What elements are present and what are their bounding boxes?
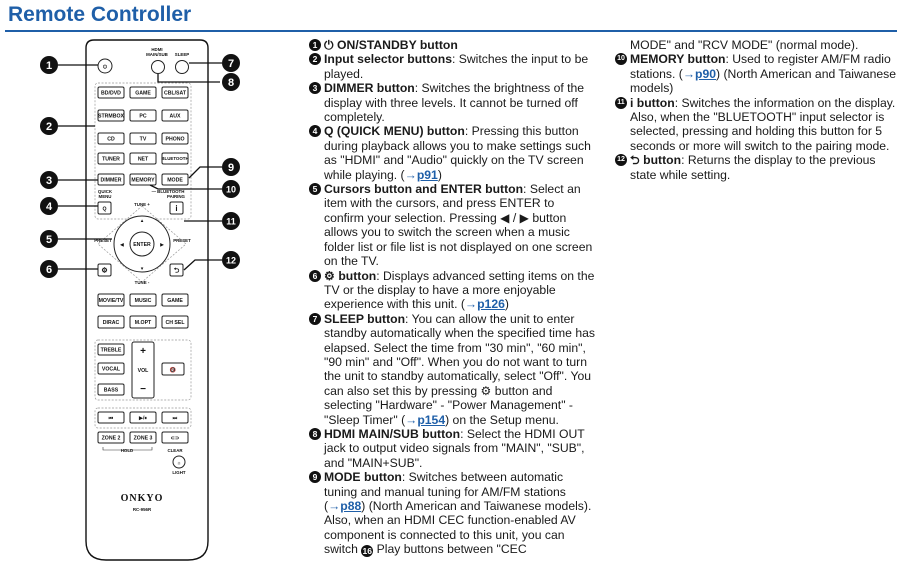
phono-button: PHONO bbox=[165, 136, 185, 143]
callout-5 bbox=[40, 230, 58, 248]
svg-text:🔇: 🔇 bbox=[169, 367, 177, 374]
input-selector-row-1 bbox=[98, 87, 188, 98]
item-cursor-enter: 5 Cursors button and ENTER button: Select an item with the cursors, and press ENTER to confirm your selection. Pressing ◀ / ▶ button allows you to switch the screen when a music folder list or file list is not displayed on one screen on the TV. bbox=[309, 182, 595, 268]
svg-text:⮌: ⮌ bbox=[173, 267, 180, 275]
sleep-button bbox=[176, 61, 189, 74]
net-button: NET bbox=[137, 156, 149, 163]
svg-text:−: − bbox=[140, 384, 146, 395]
input-selector-row-2 bbox=[98, 110, 188, 121]
svg-text:▶/⏸: ▶/⏸ bbox=[138, 415, 148, 422]
dirac-button: DIRAC bbox=[102, 320, 120, 326]
item-dimmer: 3 DIMMER button: Switches the brightness of the display with three levels. It cannot be turned off completely. bbox=[309, 81, 595, 124]
svg-text:4: 4 bbox=[45, 201, 53, 213]
svg-text:+: + bbox=[140, 346, 146, 357]
svg-text:⏻: ⏻ bbox=[102, 64, 108, 71]
model-label: RC-956R bbox=[132, 507, 152, 512]
callout-11 bbox=[222, 212, 240, 230]
info-icon: i bbox=[630, 95, 634, 110]
tune-plus-label: TUNE + bbox=[134, 202, 150, 207]
info-button: i bbox=[175, 204, 178, 213]
remote-illustration bbox=[0, 36, 300, 574]
bt-pairing-label-2: PAIRING bbox=[167, 194, 185, 199]
movie-tv-button: MOVIE/TV bbox=[98, 298, 124, 304]
ch-sel-button: CH SEL bbox=[165, 320, 185, 326]
preset-right-label: PRESET bbox=[173, 238, 191, 243]
svg-text:3: 3 bbox=[45, 175, 53, 187]
svg-text:⏭: ⏭ bbox=[172, 415, 178, 422]
page-link-p90[interactable]: →p90 bbox=[682, 66, 717, 81]
light-label: LIGHT bbox=[172, 470, 186, 475]
enter-label: ENTER bbox=[133, 242, 151, 248]
item-memory: 10 MEMORY button: Used to register AM/FM radio stations. (→p90) (North American and Taiwanese models) bbox=[615, 52, 900, 95]
strm-box-button: STRMBOX bbox=[98, 113, 124, 120]
quick-label-1: QUICK bbox=[97, 189, 113, 194]
page-link-p126[interactable]: →p126 bbox=[464, 297, 505, 312]
callout-6 bbox=[40, 260, 58, 278]
callout-12 bbox=[222, 251, 240, 269]
bluetooth-button: BLUETOOTH bbox=[161, 156, 189, 161]
callout-8 bbox=[222, 73, 240, 91]
return-icon: ⮌ bbox=[630, 153, 640, 168]
callout-10 bbox=[222, 180, 240, 198]
callout-3 bbox=[40, 171, 58, 189]
dimmer-button: DIMMER bbox=[100, 177, 122, 184]
description-column-1 bbox=[309, 38, 595, 557]
page-title: Remote Controller bbox=[8, 3, 192, 26]
power-icon: ⏻ bbox=[324, 38, 334, 52]
svg-text:⏮: ⏮ bbox=[108, 415, 114, 422]
svg-text:11: 11 bbox=[226, 216, 236, 227]
game-button: GAME bbox=[135, 90, 151, 97]
title-underline bbox=[5, 30, 897, 32]
quick-label-2: MENU bbox=[98, 194, 112, 199]
aux-button: AUX bbox=[169, 113, 181, 120]
bt-pairing-label-1: — BLUETOOTH bbox=[151, 189, 185, 194]
svg-text:▼: ▼ bbox=[139, 266, 145, 271]
pc-button: PC bbox=[139, 113, 147, 120]
callout-1 bbox=[40, 56, 58, 74]
bd-dvd-button: BD/DVD bbox=[101, 90, 121, 97]
svg-text:⊂⊃: ⊂⊃ bbox=[170, 435, 180, 442]
zone3-button: ZONE 3 bbox=[133, 435, 153, 442]
svg-text:10: 10 bbox=[225, 184, 237, 195]
tune-minus-label: TUNE - bbox=[134, 280, 150, 285]
item-sleep: 7 SLEEP button: You can allow the unit to enter standby automatically when the specified time has elapsed. Select the time from "30 min", "60 min", "90 min" and "Off". When you do not want to turn the unit to standby automatically, select "Off". You can also set this by pressing ⚙ button and selecting "Hardware" - "Power Management" - "Sleep Timer" (→p154) on the Setup menu. bbox=[309, 312, 595, 427]
input-selector-row-3 bbox=[98, 133, 188, 144]
item-mode-continued bbox=[615, 38, 900, 52]
callout-7 bbox=[222, 54, 240, 72]
page-link-p154[interactable]: →p154 bbox=[405, 412, 446, 427]
m-opt-button: M.OPT bbox=[134, 320, 152, 326]
tv-button: TV bbox=[139, 136, 147, 143]
bass-button: BASS bbox=[103, 387, 119, 394]
quick-menu-button: Q bbox=[102, 206, 107, 213]
cd-button: CD bbox=[107, 136, 115, 143]
inline-callout-16: 16 bbox=[362, 546, 372, 557]
mode-text-continued: MODE" and "RCV MODE" (normal mode). bbox=[630, 38, 859, 52]
item-quick-menu: 4 Q (QUICK MENU) button: Pressing this button during playback allows you to make settings such as "HDMI" and "Audio" quickly on the TV screen while playing. (→p91) bbox=[309, 124, 595, 182]
vol-label: VOL bbox=[137, 368, 149, 374]
svg-text:8: 8 bbox=[227, 77, 235, 89]
callout-2 bbox=[40, 117, 58, 135]
svg-text:7: 7 bbox=[227, 58, 235, 70]
svg-text:☼: ☼ bbox=[176, 460, 182, 467]
mode-text-tail: Play buttons between "CEC bbox=[373, 542, 527, 557]
svg-text:9: 9 bbox=[227, 162, 235, 174]
svg-text:12: 12 bbox=[225, 255, 237, 266]
svg-text:▶: ▶ bbox=[160, 242, 164, 247]
svg-text:▲: ▲ bbox=[139, 218, 145, 223]
hdmi-label-1: HDMI bbox=[151, 47, 163, 52]
zone2-button: ZONE 2 bbox=[101, 435, 121, 442]
music-button: MUSIC bbox=[134, 298, 152, 304]
page-link-p91[interactable]: →p91 bbox=[404, 167, 438, 182]
treble-button: TREBLE bbox=[100, 347, 122, 354]
svg-text:◀: ◀ bbox=[120, 242, 124, 247]
mode-button: MODE bbox=[167, 177, 183, 184]
svg-text:2: 2 bbox=[45, 121, 53, 133]
svg-text:⚙: ⚙ bbox=[101, 267, 108, 275]
hdmi-main-sub-button bbox=[152, 61, 165, 74]
item-mode: 9 MODE button: Switches between automatic tuning and manual tuning for AM/FM stations (→p88) (North American and Taiwanese models). Also, when an HDMI CEC function-enabled AV component is connected to this unit, you can switch 16 Play buttons between "CEC bbox=[309, 470, 595, 557]
gear-icon: ⚙ bbox=[324, 268, 335, 283]
svg-text:1: 1 bbox=[45, 60, 53, 72]
item-hdmi-main-sub: 8 HDMI MAIN/SUB button: Select the HDMI OUT jack to output video signals from "MAIN", "SUB", and "MAIN+SUB". bbox=[309, 427, 595, 470]
hdmi-label-2: MAIN/SUB bbox=[146, 52, 168, 57]
tuner-button: TUNER bbox=[102, 156, 120, 163]
input-selector-row-4 bbox=[98, 153, 189, 164]
callout-4 bbox=[40, 197, 58, 215]
clear-label: CLEAR bbox=[167, 448, 183, 453]
sleep-label: SLEEP bbox=[174, 52, 190, 57]
game-mode-button: GAME bbox=[167, 298, 183, 304]
vocal-button: VOCAL bbox=[101, 366, 121, 373]
hold-label: HOLD bbox=[120, 448, 134, 453]
item-input-selector: 2 Input selector buttons: Switches the input to be played. bbox=[309, 52, 595, 81]
preset-left-label: PRESET bbox=[94, 238, 112, 243]
callout-9 bbox=[222, 158, 240, 176]
item-return: 12 ⮌ button: Returns the display to the previous state while setting. bbox=[615, 153, 900, 182]
brand-logo: ONKYO bbox=[120, 493, 164, 504]
page-link-p88[interactable]: →p88 bbox=[328, 499, 362, 513]
description-column-2 bbox=[615, 38, 900, 182]
item-info: 11 i button: Switches the information on the display. Also, when the "BLUETOOTH" input selector is selected, pressing and holding this button for 5 seconds or more will switch to the pairing mode. bbox=[615, 96, 900, 154]
item-on-standby: 1 ⏻ ON/STANDBY button bbox=[309, 38, 595, 52]
svg-text:5: 5 bbox=[45, 234, 53, 246]
cbl-sat-button: CBL/SAT bbox=[163, 90, 187, 97]
item-setup: 6 ⚙ button: Displays advanced setting items on the TV or the display to have a more enjoyable experience with this unit. (→p126) bbox=[309, 269, 595, 312]
svg-text:6: 6 bbox=[45, 264, 53, 276]
memory-button: MEMORY bbox=[131, 177, 155, 184]
